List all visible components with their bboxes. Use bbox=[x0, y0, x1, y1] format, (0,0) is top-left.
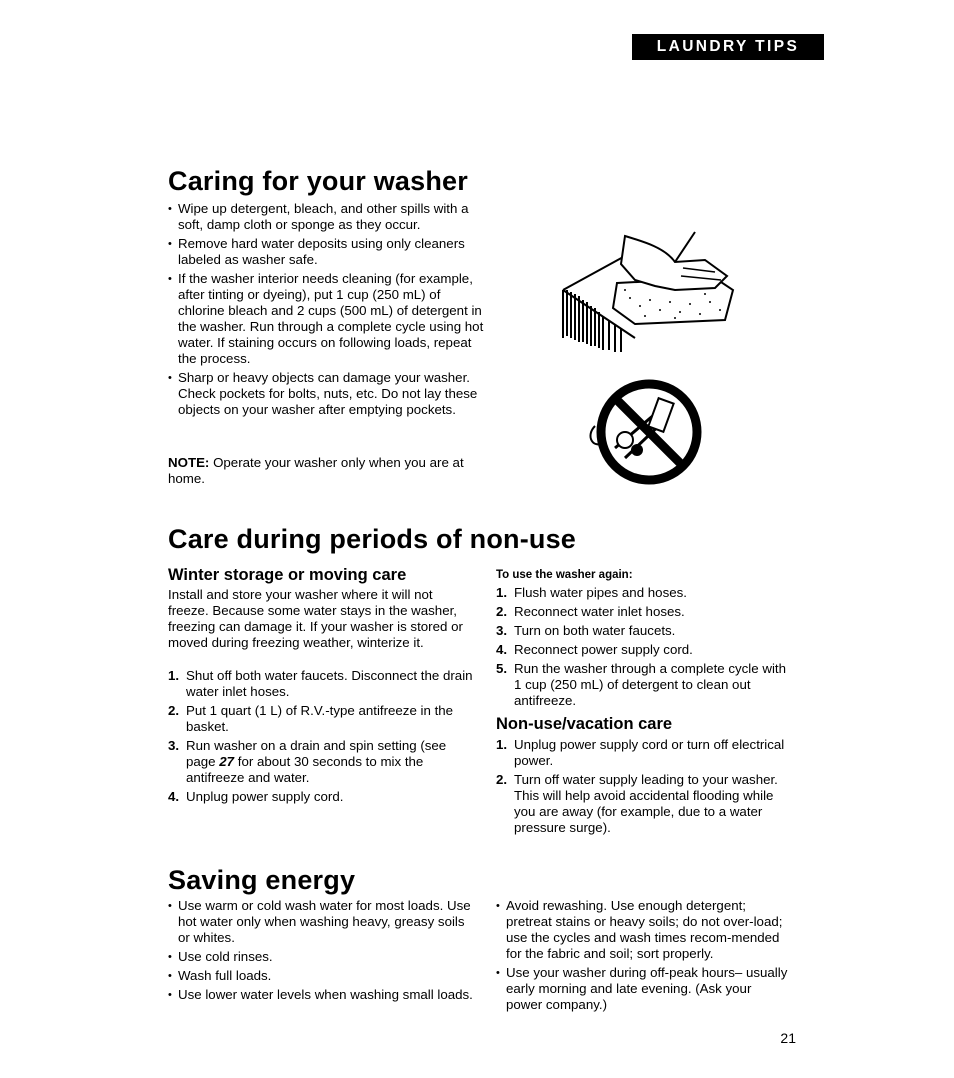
vacation-care-heading: Non-use/vacation care bbox=[496, 715, 673, 733]
energy-bullet: • Wash full loads. bbox=[168, 968, 473, 984]
winter-step: 1. Shut off both water faucets. Disconnect the drain water inlet hoses. bbox=[168, 668, 473, 699]
page-number: 21 bbox=[780, 1030, 796, 1046]
use-again-heading: To use the washer again: bbox=[496, 569, 633, 581]
vacation-step: 2. Turn off water supply leading to your washer. This will help avoid accidental flooding while you are away (for example, due to a water pressure surge). bbox=[496, 772, 778, 835]
energy-bullet: • Use warm or cold wash water for most loads. Use hot water only when washing heavy, greasy soils or whites. bbox=[168, 898, 473, 946]
caring-bullet: • Wipe up detergent, bleach, and other spills with a soft, damp cloth or sponge as they occur. bbox=[168, 201, 488, 233]
nonuse-title: Care during periods of non-use bbox=[168, 524, 577, 554]
vacation-step: 1. Unplug power supply cord or turn off electrical power. bbox=[496, 737, 785, 768]
energy-title: Saving energy bbox=[168, 865, 356, 895]
wiping-washer-illustration bbox=[555, 228, 745, 358]
energy-bullet: • Use lower water levels when washing small loads. bbox=[168, 987, 473, 1003]
use-again-step: 5. Run the washer through a complete cycle with 1 cup (250 mL) of detergent to clean out antifreeze. bbox=[496, 661, 786, 708]
winter-step: 2. Put 1 quart (1 L) of R.V.-type antifreeze in the basket. bbox=[168, 703, 454, 734]
use-again-step: 1. Flush water pipes and hoses. bbox=[496, 585, 687, 600]
use-again-steps-list bbox=[496, 585, 786, 712]
energy-bullet: • Use cold rinses. bbox=[168, 949, 473, 965]
winter-step: 3. Run washer on a drain and spin setting (see page 27 for about 30 seconds to mix the antifreeze and water. bbox=[168, 738, 447, 785]
winter-step: 4. Unplug power supply cord. bbox=[168, 789, 344, 804]
vacation-steps-list bbox=[496, 737, 786, 839]
energy-bullet: • Use your washer during off-peak hours– usually early morning and late evening. (Ask your power company.) bbox=[496, 965, 791, 1013]
energy-bullet: • Avoid rewashing. Use enough detergent; pretreat stains or heavy soils; do not over-load; use the cycles and wash times recom-mended for the fabric and soil; sort properly. bbox=[496, 898, 791, 962]
caring-title: Caring for your washer bbox=[168, 166, 468, 196]
caring-bullet: • If the washer interior needs cleaning (for example, after tinting or dyeing), put 1 cup (250 mL) of chlorine bleach and 2 cups (500 mL) of detergent in the washer. Run through a complete cycle using hot water. If staining occurs on following loads, repeat the process. bbox=[168, 271, 488, 367]
winter-storage-heading: Winter storage or moving care bbox=[168, 566, 407, 584]
winter-intro: Install and store your washer where it will not freeze. Because some water stays in the washer, freezing can damage it. If your washer is stored or moved during freezing weather, winterize it. bbox=[168, 587, 463, 650]
use-again-step: 3. Turn on both water faucets. bbox=[496, 623, 676, 638]
winter-steps-list bbox=[168, 668, 473, 808]
energy-left-bullets bbox=[168, 898, 473, 1006]
caring-note bbox=[168, 455, 468, 487]
use-again-step: 4. Reconnect power supply cord. bbox=[496, 642, 693, 657]
caring-bullet: • Sharp or heavy objects can damage your washer. Check pockets for bolts, nuts, etc. Do not lay these objects on your washer after emptying pockets. bbox=[168, 370, 488, 418]
no-sharp-objects-icon bbox=[585, 378, 703, 486]
use-again-step: 2. Reconnect water inlet hoses. bbox=[496, 604, 685, 619]
note-text: Operate your washer only when you are at home. bbox=[168, 455, 464, 486]
caring-bullet-list bbox=[168, 201, 488, 421]
section-tab-laundry-tips: LAUNDRY TIPS bbox=[632, 34, 824, 60]
energy-right-bullets bbox=[496, 898, 791, 1016]
page-reference: 27 bbox=[219, 754, 235, 769]
note-label: NOTE: bbox=[168, 455, 210, 470]
caring-bullet: • Remove hard water deposits using only cleaners labeled as washer safe. bbox=[168, 236, 488, 268]
